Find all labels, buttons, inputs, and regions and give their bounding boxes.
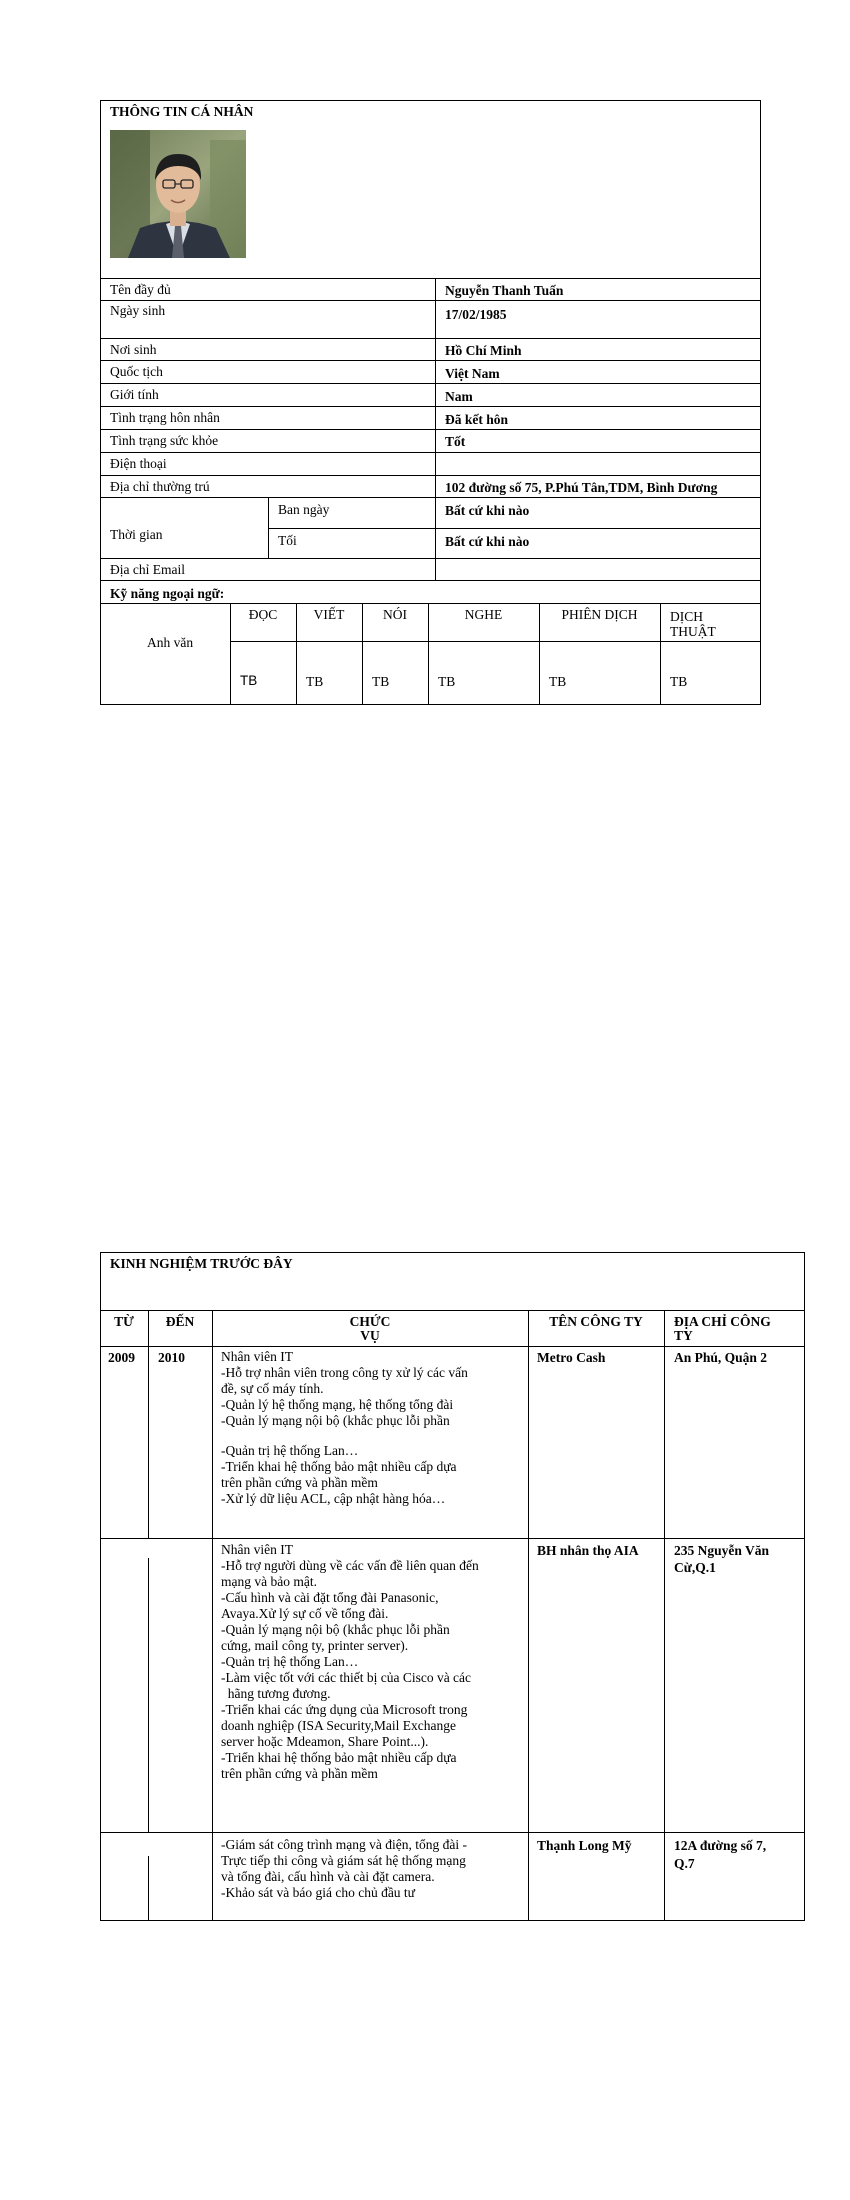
job2-line: server hoặc Mdeamon, Share Point...).	[221, 1734, 429, 1749]
value-address: 102 đường số 75, P.Phú Tân,TDM, Bình Dương	[445, 480, 718, 495]
label-availability: Thời gian	[110, 527, 163, 542]
job2-line: -Cấu hình và cài đặt tổng đài Panasonic,	[221, 1590, 439, 1605]
language-level-write: TB	[306, 674, 324, 689]
job1-company: Metro Cash	[537, 1350, 606, 1365]
experience-section-title: KINH NGHIỆM TRƯỚC ĐÂY	[110, 1256, 293, 1271]
job2-line: -Triển khai hệ thống bảo mật nhiều cấp dựa	[221, 1750, 457, 1765]
job2-line: -Quản trị hệ thống Lan…	[221, 1654, 359, 1669]
job1-line: trên phần cứng và phần mềm	[221, 1475, 378, 1490]
job2-line: -Quản lý mạng nội bộ (khắc phục lỗi phần	[221, 1622, 450, 1637]
job2-line: -Hỗ trợ người dùng về các vấn đề liên quan đến	[221, 1558, 479, 1573]
job2-line: -Triển khai các ứng dụng của Microsoft trong	[221, 1702, 468, 1717]
header-from: TỪ	[114, 1314, 134, 1329]
label-daytime: Ban ngày	[278, 502, 330, 517]
job1-line: -Quản lý hệ thống mạng, hệ thống tổng đài	[221, 1397, 454, 1412]
job2-line: hãng tương đương.	[221, 1686, 331, 1701]
job3-description	[221, 1837, 521, 1901]
language-level-listen: TB	[438, 674, 456, 689]
label-full-name: Tên đầy đủ	[110, 282, 171, 297]
value-nationality: Việt Nam	[445, 366, 500, 381]
profile-photo	[110, 130, 246, 258]
value-daytime: Bất cứ khi nào	[445, 503, 530, 518]
language-skills-title: Kỹ năng ngoại ngữ:	[110, 586, 225, 601]
language-name: Anh văn	[147, 635, 194, 650]
language-header-translate-line1: DỊCH	[670, 609, 703, 624]
header-role-line1: CHỨC	[349, 1314, 391, 1329]
portrait-image	[110, 130, 246, 258]
value-birth-date: 17/02/1985	[445, 307, 507, 322]
job2-address-line1: 235 Nguyễn Văn	[674, 1543, 770, 1558]
label-health: Tình trạng sức khỏe	[110, 433, 219, 448]
job2-line: mạng và bảo mật.	[221, 1574, 317, 1589]
job2-line: Nhân viên IT	[221, 1542, 293, 1557]
language-header-translate-line2: THUẬT	[670, 624, 716, 639]
label-address: Địa chỉ thường trú	[110, 479, 210, 494]
language-level-speak: TB	[372, 674, 390, 689]
job3-company: Thạnh Long Mỹ	[537, 1838, 632, 1853]
job2-address-line2: Cừ,Q.1	[674, 1560, 716, 1575]
value-full-name: Nguyễn Thanh Tuấn	[445, 283, 564, 298]
job2-line: doanh nghiệp (ISA Security,Mail Exchange	[221, 1718, 456, 1733]
value-marital-status: Đã kết hôn	[445, 412, 509, 427]
job3-line: -Giám sát công trình mạng và điện, tổng đài -	[221, 1837, 467, 1852]
language-level-translate: TB	[670, 674, 688, 689]
job1-line: Nhân viên IT	[221, 1349, 293, 1364]
job2-line: trên phần cứng và phần mềm	[221, 1766, 378, 1781]
label-birth-date: Ngày sinh	[110, 303, 166, 318]
job1-to: 2010	[158, 1350, 185, 1365]
value-evening: Bất cứ khi nào	[445, 534, 530, 549]
job1-line: -Triển khai hệ thống bảo mật nhiều cấp dựa	[221, 1459, 457, 1474]
job1-description	[221, 1349, 521, 1507]
header-role-line2: VỤ	[360, 1328, 380, 1343]
label-phone: Điện thoại	[110, 456, 167, 471]
job2-company: BH nhân thọ AIA	[537, 1543, 639, 1558]
job3-address-line1: 12A đường số 7,	[674, 1838, 767, 1853]
personal-section-title: THÔNG TIN CÁ NHÂN	[110, 104, 254, 119]
language-header-write: VIẾT	[313, 607, 345, 622]
job3-line: -Khảo sát và báo giá cho chủ đầu tư	[221, 1885, 416, 1900]
language-header-interpret: PHIÊN DỊCH	[561, 607, 638, 622]
job3-line: Trực tiếp thi công và giám sát hệ thống mạng	[221, 1853, 466, 1868]
job1-line: -Hỗ trợ nhân viên trong công ty xử lý các vấn	[221, 1365, 468, 1380]
language-header-read: ĐỌC	[248, 607, 278, 622]
language-level-read: TB	[240, 673, 258, 688]
label-gender: Giới tính	[110, 387, 159, 402]
job1-from: 2009	[108, 1350, 135, 1365]
job2-description	[221, 1542, 521, 1782]
header-company: TÊN CÔNG TY	[549, 1314, 643, 1329]
job1-line: đề, sự cố máy tính.	[221, 1381, 324, 1396]
value-gender: Nam	[445, 389, 473, 404]
label-birth-place: Nơi sinh	[110, 342, 157, 357]
job2-line: -Làm việc tốt với các thiết bị của Cisco và các	[221, 1670, 472, 1685]
language-header-speak: NÓI	[383, 607, 407, 622]
value-health: Tốt	[445, 434, 466, 449]
job2-line: Avaya.Xử lý sự cố về tổng đài.	[221, 1606, 389, 1621]
language-level-interpret: TB	[549, 674, 567, 689]
label-marital-status: Tình trạng hôn nhân	[110, 410, 220, 425]
header-address-line1: ĐỊA CHỈ CÔNG	[674, 1314, 771, 1329]
job1-line: -Xử lý dữ liệu ACL, cập nhật hàng hóa…	[221, 1491, 446, 1506]
label-nationality: Quốc tịch	[110, 364, 163, 379]
header-address-line2: TY	[674, 1328, 693, 1343]
job3-line: và tổng đài, cấu hình và cài đặt camera.	[221, 1869, 435, 1884]
job1-address: An Phú, Quận 2	[674, 1350, 768, 1365]
job1-line: -Quản lý mạng nội bộ (khắc phục lỗi phần	[221, 1413, 450, 1428]
label-email: Địa chỉ Email	[110, 562, 185, 577]
header-to: ĐẾN	[165, 1314, 195, 1329]
job3-address-line2: Q.7	[674, 1856, 695, 1871]
value-birth-place: Hồ Chí Minh	[445, 343, 522, 358]
job1-line: -Quản trị hệ thống Lan…	[221, 1443, 359, 1458]
job2-line: cứng, mail công ty, printer server).	[221, 1638, 409, 1653]
label-evening: Tối	[278, 533, 297, 548]
language-header-listen: NGHE	[464, 607, 503, 622]
